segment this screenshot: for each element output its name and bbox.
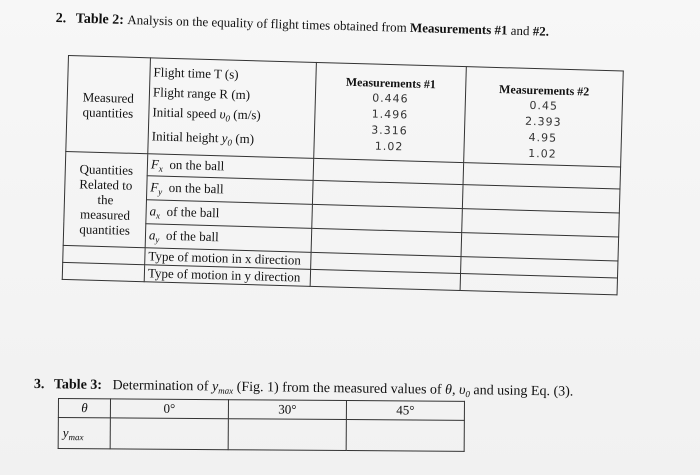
cell-motion-y-m2 (460, 274, 617, 295)
m2-flight-time: 0.45 (529, 98, 559, 113)
row-flight-range: Flight range R (m) (152, 83, 251, 102)
theta-0: 0° (110, 399, 228, 419)
row-fx: $F_x$ on the ball (147, 154, 314, 181)
measurements-2-header: Measurements #2 (498, 81, 590, 99)
ymax-label: $y_{max}$ (58, 418, 110, 449)
m1-flight-range: 1.496 (371, 107, 409, 122)
row-initial-height: Initial height $y_0$ (m) (151, 127, 255, 148)
row-motion-y: Type of motion in y direction (144, 265, 310, 287)
row-motion-x: Type of motion in x direction (145, 248, 311, 270)
measurements-1-header: Measurements #1 (345, 74, 437, 91)
ymax-30 (228, 419, 346, 451)
table-3-title: Determination of $y_{max}$ (Fig. 1) from the measured values of θ, $\upsilon_0$ and using Eq. (3). (105, 377, 574, 400)
section-3-number: 3. (33, 377, 45, 393)
section-2-heading (56, 10, 550, 41)
measurements-2-column (464, 67, 624, 167)
table-2 (61, 55, 623, 326)
measured-quantities-label: Measured quantities (66, 56, 151, 154)
cell-motion-y-m1 (310, 269, 460, 290)
row-flight-time: Flight time T (s) (153, 63, 239, 82)
section-3-heading (34, 377, 574, 401)
table-3 (58, 398, 464, 452)
table-2-title: Analysis on the equality of flight times obtained from Measurements #1 and #2. (127, 11, 550, 39)
m1-flight-time: 0.446 (372, 91, 409, 106)
table-3-label: Table 3: (53, 377, 103, 393)
m2-initial-height: 1.02 (528, 146, 557, 161)
measurements-1-column (314, 62, 467, 162)
theta-45: 45° (346, 401, 464, 421)
ymax-45 (346, 420, 464, 452)
m2-flight-range: 2.393 (524, 114, 562, 129)
row-ax: $a_x$ of the ball (146, 200, 313, 229)
measured-quantities-list (148, 58, 317, 159)
theta-header: θ (58, 399, 110, 418)
row-initial-speed: Initial speed $\upsilon_0$ (m/s) (152, 103, 261, 124)
row-ay: $a_y$ of the ball (145, 224, 312, 253)
ymax-0 (110, 418, 228, 450)
section-2-number: 2. (55, 10, 67, 27)
theta-30: 30° (228, 400, 346, 420)
m1-initial-speed: 3.316 (371, 122, 408, 138)
table-2-label: Table 2: (75, 11, 125, 28)
m2-initial-speed: 4.95 (528, 130, 558, 145)
m1-initial-height: 1.02 (374, 139, 404, 153)
related-quantities-label: Quantities Related to the measured quantities (63, 151, 148, 247)
row-fy: $F_y$ on the ball (146, 176, 313, 205)
